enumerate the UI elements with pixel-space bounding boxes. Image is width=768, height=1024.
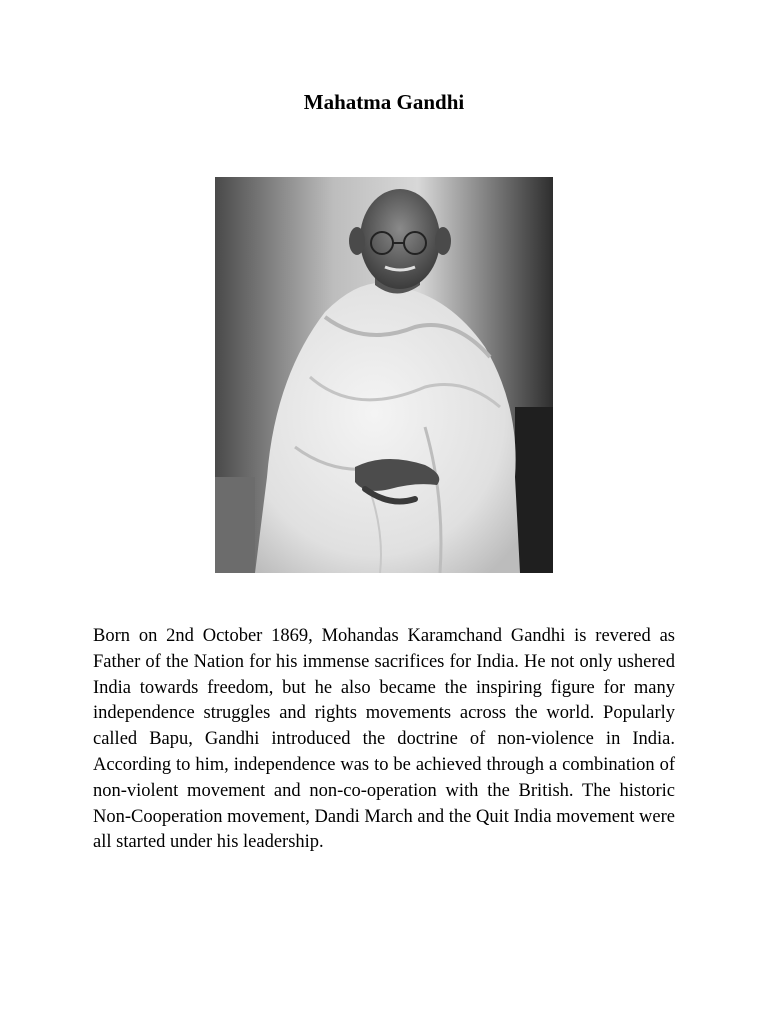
portrait-photo-icon xyxy=(215,177,553,573)
page-title: Mahatma Gandhi xyxy=(303,90,465,114)
biography-paragraph: Born on 2nd October 1869, Mohandas Karamchand Gandhi is revered as Father of the Nation for his immense sacrifices for India. He not only ushered India towards freedom, but he also became the inspiring figure for many independence struggles and rights movements across the world. Popularly called Bapu, Gandhi introduced the doctrine of non-violence in India. According to him, independence was to be achieved through a combination of non-violent movement and non-co-operation with the British. The historic Non-Cooperation movement, Dandi March and the Quit India movement were all started under his leadership. xyxy=(93,626,675,853)
portrait-photo xyxy=(215,177,553,573)
